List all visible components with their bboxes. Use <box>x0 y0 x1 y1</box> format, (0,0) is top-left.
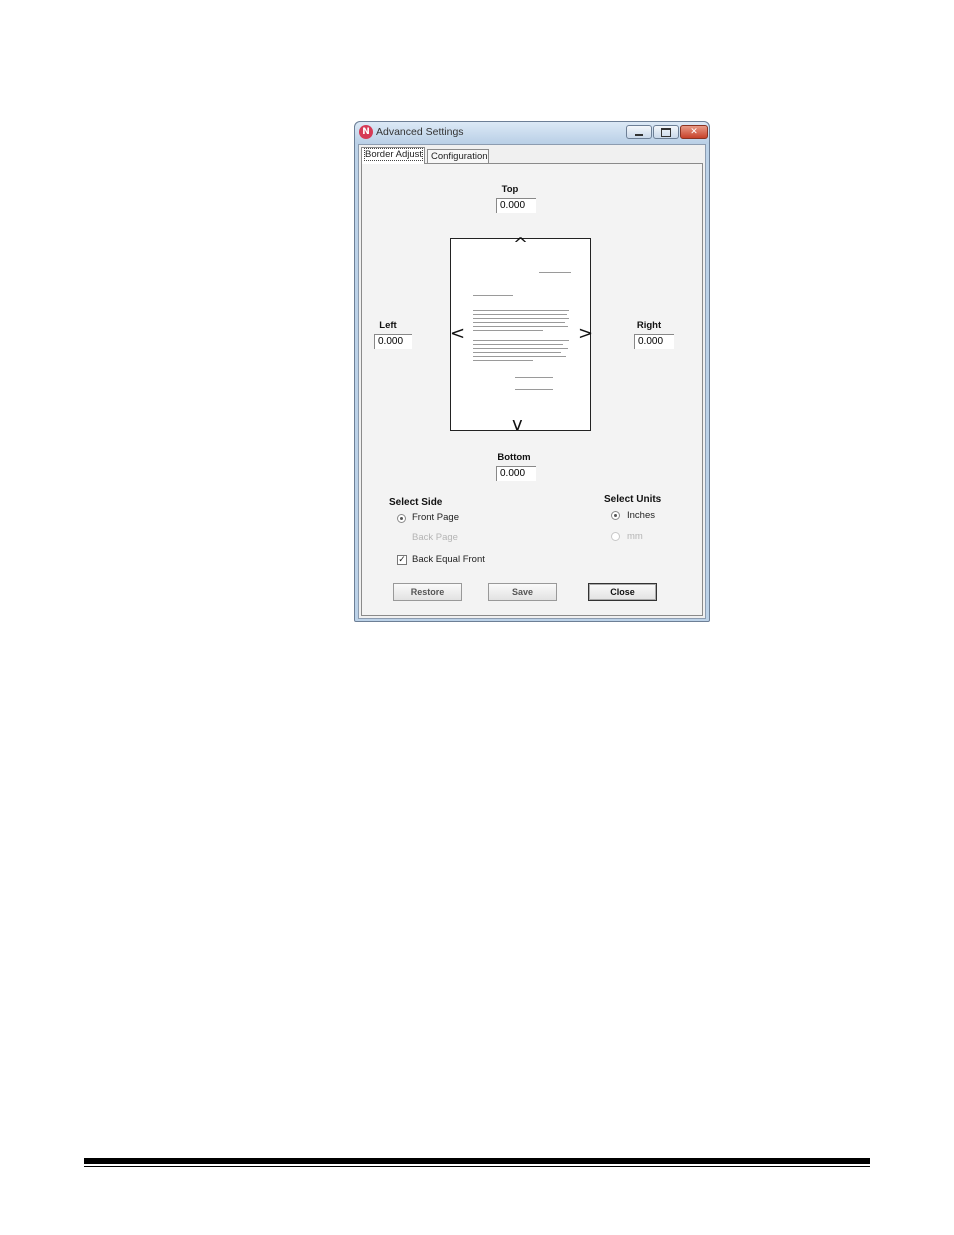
bottom-label: Bottom <box>497 452 531 463</box>
chevron-right-icon[interactable]: > <box>578 323 594 344</box>
inches-radio[interactable] <box>611 511 620 520</box>
back-equal-front-label: Back Equal Front <box>412 554 485 565</box>
footer-rule <box>84 1158 870 1164</box>
maximize-button[interactable] <box>653 125 679 139</box>
tab-label: Configuration <box>431 151 488 162</box>
restore-button[interactable]: Restore <box>393 583 462 601</box>
window-title: Advanced Settings <box>376 126 464 138</box>
minimize-icon <box>635 134 643 136</box>
back-page-label: Back Page <box>412 532 458 543</box>
front-page-label: Front Page <box>412 512 459 523</box>
mm-radio <box>611 532 620 541</box>
tab-border-adjust[interactable] <box>361 147 425 164</box>
back-equal-front-checkbox[interactable]: ✓ <box>398 555 406 565</box>
close-button[interactable]: Close <box>588 583 657 601</box>
footer-rule-thin <box>84 1166 870 1167</box>
chevron-up-icon[interactable]: ^ <box>513 234 529 255</box>
save-button[interactable]: Save <box>488 583 557 601</box>
top-label: Top <box>501 184 519 195</box>
maximize-icon <box>661 128 671 137</box>
front-page-radio[interactable] <box>397 514 406 523</box>
top-margin-input[interactable]: 0.000 <box>496 198 536 213</box>
right-margin-input[interactable]: 0.000 <box>634 334 674 349</box>
bottom-margin-input[interactable]: 0.000 <box>496 466 536 481</box>
window-close-button[interactable] <box>680 125 708 139</box>
title-bar[interactable] <box>355 122 709 144</box>
minimize-button[interactable] <box>626 125 652 139</box>
chevron-left-icon[interactable]: < <box>450 323 466 344</box>
page-preview <box>450 234 594 431</box>
mm-label: mm <box>627 531 643 542</box>
chevron-down-icon[interactable]: v <box>512 414 523 435</box>
close-icon: ✕ <box>690 127 698 137</box>
left-margin-input[interactable]: 0.000 <box>374 334 412 349</box>
inches-label: Inches <box>627 510 655 521</box>
select-units-label: Select Units <box>604 494 662 505</box>
select-side-label: Select Side <box>389 497 443 508</box>
left-label: Left <box>379 320 397 331</box>
app-icon: N <box>359 125 373 139</box>
right-label: Right <box>636 320 662 331</box>
tab-label: Border Adjust <box>365 149 423 160</box>
